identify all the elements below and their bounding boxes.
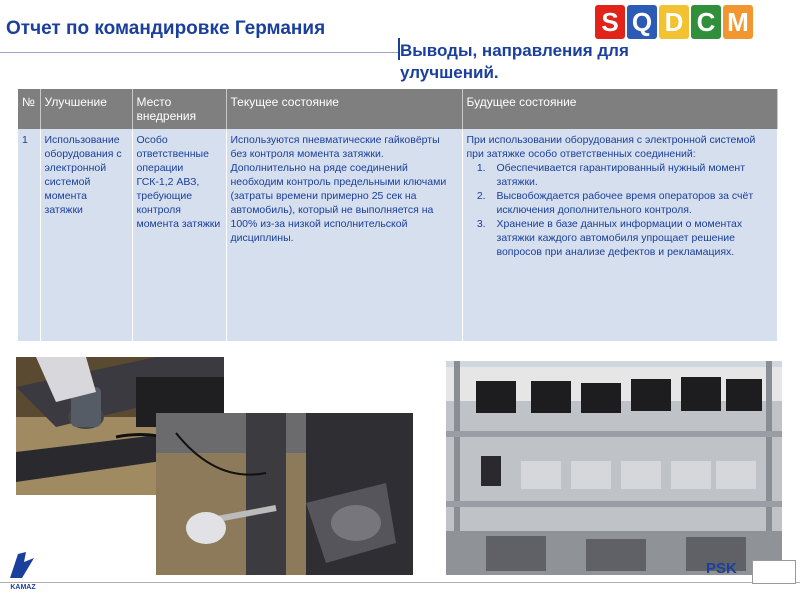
- header-num: №: [18, 89, 40, 129]
- sqdcm-logo: [595, 5, 753, 39]
- cell-num: 1: [18, 129, 40, 341]
- kamaz-logo: [6, 548, 40, 592]
- list-item: 2. Высвобождается рабочее время операторов за счёт исключения дополнительного контроля.: [489, 189, 774, 217]
- cell-future: [462, 129, 778, 341]
- footer-divider: [0, 582, 800, 583]
- photo-controller-rack: [446, 361, 782, 575]
- sqdcm-letter-c: C: [691, 5, 721, 39]
- sqdcm-letter-d: D: [659, 5, 689, 39]
- svg-text:KAMAZ: KAMAZ: [10, 584, 36, 591]
- cell-place: Особо ответственные операции ГСК-1,2 АВЗ, требующие контроля момента затяжки: [132, 129, 226, 341]
- benefits-list: [467, 161, 774, 259]
- title-divider: [0, 52, 400, 53]
- table-row: [18, 129, 778, 341]
- page-subtitle: Выводы, направления для улучшений.: [400, 41, 629, 82]
- sqdcm-letter-q: Q: [627, 5, 657, 39]
- table-header-row: [18, 89, 778, 129]
- sqdcm-letter-s: S: [595, 5, 625, 39]
- header-place: Место внедрения: [132, 89, 226, 129]
- cell-improvement: Использование оборудования с электронной системой момента затяжки: [40, 129, 132, 341]
- photo-electronic-wrench: [156, 413, 413, 575]
- cell-current: Используются пневматические гайковёрты без контроля момента затяжки. Дополнительно на ряде соединений необходим контроль предельными ключами (затраты времени примерно 25 сек на автомобиль), который не выполняется на 100% из-за низкой исполнительской дисциплины.: [226, 129, 462, 341]
- header-current: Текущее состояние: [226, 89, 462, 129]
- future-intro: При использовании оборудования с электронной системой при затяжке особо ответственных соединений:: [466, 134, 756, 160]
- page-title: Отчет по командировке Германия: [6, 18, 326, 39]
- header-future: Будущее состояние: [462, 89, 778, 129]
- psk-box: [752, 560, 796, 584]
- improvements-table: [18, 89, 778, 341]
- header-improvement: Улучшение: [40, 89, 132, 129]
- psk-label: PSK: [706, 560, 737, 577]
- list-item: 1. Обеспечивается гарантированный нужный момент затяжки.: [489, 161, 774, 189]
- list-item: 3. Хранение в базе данных информации о моментах затяжки каждого автомобиля упрощает решение вопросов при анализе дефектов и рекламациях.: [489, 217, 774, 259]
- sqdcm-letter-m: M: [723, 5, 753, 39]
